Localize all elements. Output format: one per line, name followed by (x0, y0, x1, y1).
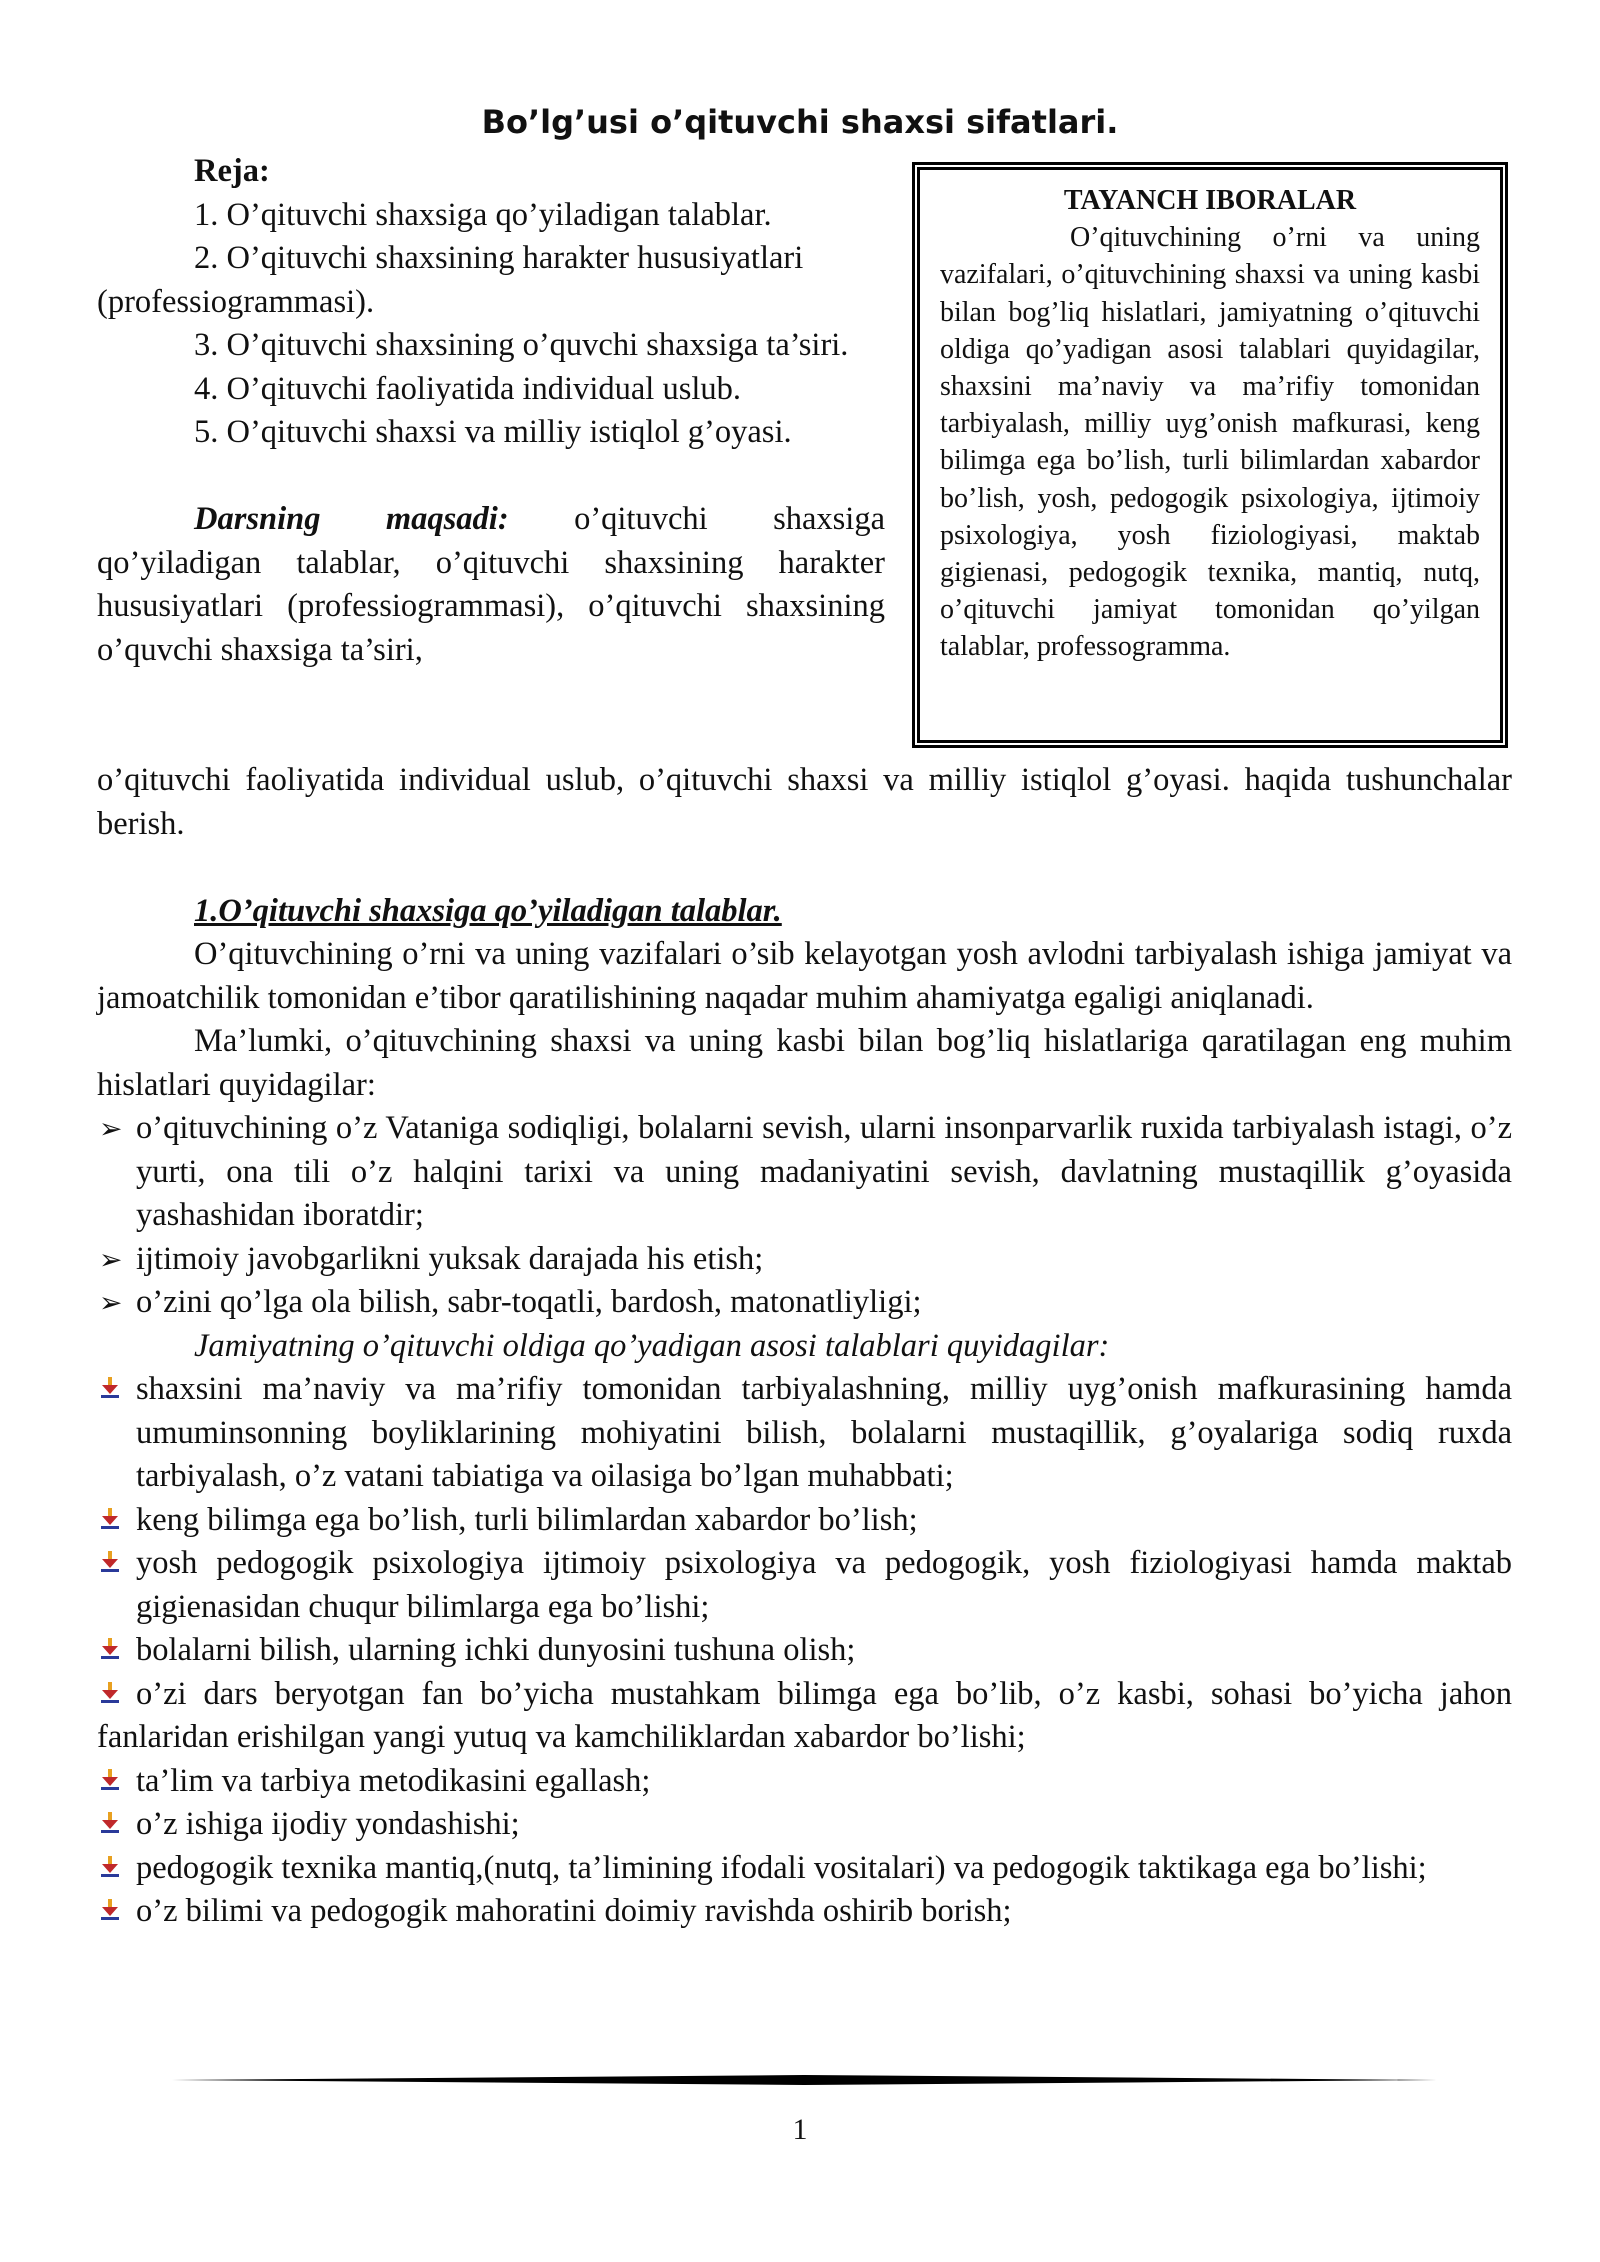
page-number: 1 (792, 2113, 808, 2146)
colored-arrow-bullet-icon (99, 1803, 129, 1847)
plan-item-1: 1. O’qituvchi shaxsiga qo’yiladigan talablar. (194, 196, 772, 233)
lesson-goal-part2: o’qituvchi faoliyatida individual uslub, o’qituvchi shaxsi va milliy istiqlol g’oyasi. haqida tushunchalar berish. (97, 762, 1512, 842)
lesson-goal-text-1: o’qituvchi shaxsiga qo’yiladigan talablar, o’qituvchi shaxsining harakter hususiyatlari (professiogrammasi), o’qituvchi shaxsining o’quvchi shaxsiga ta’siri, (97, 501, 886, 668)
list-item: yosh pedogogik psixologiya ijtimoiy psixologiya va pedogogik, yosh fiziologiyasi hamda maktab gigienasidan chuqur bilimlarga ega bo’lishi; (97, 1542, 1512, 1629)
colored-arrow-bullet-icon (99, 1629, 129, 1673)
requirements-intro: Jamiyatning o’qituvchi oldiga qo’yadigan asosi talablari quyidagilar: (194, 1327, 1110, 1364)
colored-arrow-bullet-icon (99, 1847, 129, 1891)
keywords-text: O’qituvchining o’rni va uning vazifalari, o’qituvchining shaxsi va uning kasbi bilan bog’liq hislatlari, jamiyatning o’qituvchi oldiga qo’yadigan asosi talablari quyidagilar, shaxsini ma’naviy va ma’rifiy tomonidan tarbiyalash, milliy uyg’onish mafkurasi, keng bilimga ega bo’lish, turli bilimlardan xabardor bo’lish, yosh, pedogogik psixologiya, ijtimoiy psixologiya, yosh fiziologiyasi, maktab gigienasi, pedogogik texnika, mantiq, nutq, o’qituvchi jamiyat tomonidan qo’yilgan talablar, professogramma. (940, 222, 1480, 663)
keywords-title: TAYANCH IBORALAR (1063, 185, 1357, 216)
colored-arrow-bullet-icon (99, 1542, 129, 1586)
list-item: o’z ishiga ijodiy yondashishi; (97, 1803, 1512, 1847)
arrow-bullet-icon: ➢ (99, 1242, 123, 1276)
keywords-box (912, 162, 1508, 748)
list-item: o’z bilimi va pedogogik mahoratini doimiy ravishda oshirib borish; (97, 1890, 1512, 1934)
footer-rule (172, 2075, 1437, 2085)
section-paragraph-1: O’qituvchining o’rni va uning vazifalari o’sib kelayotgan yosh avlodni tarbiyalash ishiga jamiyat va jamoatchilik tomonidan e’tibor qaratilishining naqadar muhim ahamiyatga egaligi aniqlanadi. (97, 936, 1512, 1016)
list-item: shaxsini ma’naviy va ma’rifiy tomonidan tarbiyalashning, milliy uyg’onish mafkurasining hamda umuminsonning boyliklarining mohiyatini bilish, bolalarni mustaqillik, g’oyalariga sodiq ruxda tarbiyalash, o’z vatani tabiatiga va oilasiga bo’lgan muhabbati; (97, 1368, 1512, 1499)
list-item: ➢ ijtimoiy javobgarlikni yuksak darajada his etish; (97, 1238, 1512, 1282)
main-content (97, 759, 1512, 1934)
section-heading: 1.O’qituvchi shaxsiga qo’yiladigan talablar. (194, 892, 782, 929)
plan-item-4: 4. O’qituvchi faoliyatida individual uslub. (194, 370, 741, 407)
arrow-bullet-icon: ➢ (99, 1112, 123, 1145)
plan-item-3: 3. O’qituvchi shaxsining o’quvchi shaxsiga ta’siri. (194, 327, 849, 363)
colored-arrow-bullet-icon (99, 1890, 129, 1934)
requirements-list (97, 1368, 1512, 1934)
list-item: ta’lim va tarbiya metodikasini egallash; (97, 1760, 1512, 1804)
plan-item-5: 5. O’qituvchi shaxsi va milliy istiqlol g’oyasi. (194, 414, 792, 450)
colored-arrow-bullet-icon (99, 1760, 129, 1804)
plan-label: Reja: (194, 153, 270, 189)
colored-arrow-bullet-icon (99, 1368, 129, 1412)
list-item: ➢ o’zini qo’lga ola bilish, sabr-toqatli, bardosh, matonatliyligi; (97, 1281, 1512, 1325)
lesson-goal-label: Darsning maqsadi: (194, 501, 509, 537)
document-title: Bo’lg’usi o’qituvchi shaxsi sifatlari. (481, 103, 1119, 141)
list-item: o’zi dars beryotgan fan bo’yicha mustahkam bilimga ega bo’lib, o’z kasbi, sohasi bo’yicha jahon fanlaridan erishilgan yangi yutuq va kamchiliklardan xabardor bo’lishi; (97, 1673, 1512, 1760)
colored-arrow-bullet-icon (99, 1673, 129, 1717)
list-item: ➢ o’qituvchining o’z Vataniga sodiqligi, bolalarni sevish, ularni insonparvarlik ruxida tarbiyalash istagi, o’z yurti, ona tili o’z halqini tarixi va uning madaniyatini sevish, davlatning mustaqillik g’oyasida yashashidan iboratdir; (97, 1107, 1512, 1238)
arrow-bullet-icon: ➢ (99, 1286, 123, 1319)
list-item: bolalarni bilish, ularning ichki dunyosini tushuna olish; (97, 1629, 1512, 1673)
section-paragraph-2: Ma’lumki, o’qituvchining shaxsi va uning kasbi bilan bog’liq hislatlariga qaratilagan eng muhim hislatlari quyidagilar: (97, 1023, 1512, 1103)
arrow-list (97, 1107, 1512, 1325)
list-item: keng bilimga ega bo’lish, turli bilimlardan xabardor bo’lish; (97, 1499, 1512, 1543)
plan-item-2: 2. O’qituvchi shaxsining harakter hususiyatlari (professiogrammasi). (97, 240, 804, 320)
colored-arrow-bullet-icon (99, 1499, 129, 1543)
plan-section (97, 150, 885, 672)
lesson-goal-part1 (97, 498, 885, 672)
list-item: pedogogik texnika mantiq,(nutq, ta’limining ifodali vositalari) va pedogogik taktikaga ega bo’lishi; (97, 1847, 1512, 1891)
